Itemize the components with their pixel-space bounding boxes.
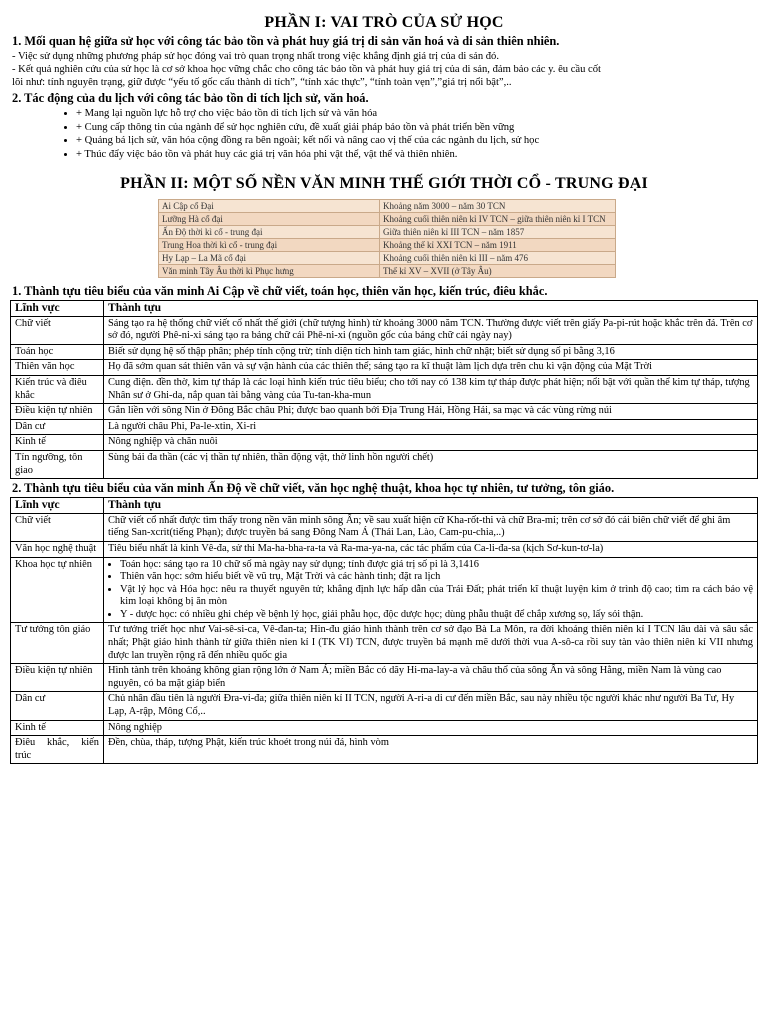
field-cell: Kinh tế: [11, 720, 104, 736]
achievement-cell: Sùng bái đa thần (các vị thần tự nhiên, thần động vật, thờ linh hồn người chết): [104, 450, 758, 478]
table-row: [159, 265, 616, 278]
table-row: [11, 344, 758, 360]
achievement-cell: Họ đã sớm quan sát thiên văn và sự vận hành của các thiên thể; sáng tạo ra kĩ thuật làm lịch dựa trên chu kì vận động của Mặt Trời: [104, 360, 758, 376]
list-item: • + Cung cấp thông tin của ngành để sử học nghiên cứu, đề xuất giải pháp bảo tồn và phát triển bền vững: [76, 121, 758, 135]
list-item: • + Quảng bá lịch sử, văn hóa cộng đồng ra bên ngoài; kết nối và nâng cao vị thế của các ngành du lịch, sử học: [76, 134, 758, 148]
civilization-period: Giữa thiên niên kỉ III TCN – năm 1857: [380, 226, 616, 239]
table-row: [11, 450, 758, 478]
field-cell: Tư tưởng tôn giáo: [11, 623, 104, 664]
part1-heading-2: 2. Tác động của du lịch với công tác bảo tồn di tích lịch sử, văn hoá.: [12, 91, 369, 105]
science-list: [108, 559, 753, 622]
table-header-row: [11, 301, 758, 317]
achievement-cell: Cung điện. đền thờ, kim tự tháp là các loại hình kiến trúc tiêu biểu; cho tới nay có 138 kim tự tháp được phát hiện; nổi bật với quần thể kim tự tháp, tượng Nhân sư ở Ghi-da, nắp quan tài bằng vàng của Tu-tan-kha-mun: [104, 375, 758, 403]
list-item: • Y - dược học: có nhiều ghi chép về bệnh lý học, giải phẫu học, độc dược học; dùng phẫu thuật để chắp xương sọ, lấy sỏi thận.: [120, 609, 753, 622]
egypt-heading: 1. Thành tựu tiêu biểu của văn minh Ai Cập về chữ viết, toán học, thiên văn học, kiến trúc, điêu khắc.: [12, 284, 548, 298]
column-header-field: Lĩnh vực: [11, 498, 104, 514]
civilization-period: Khoảng cuối thiên niên kỉ IV TCN – giữa thiên niên kỉ I TCN: [380, 213, 616, 226]
part1-line-3: lõi như: tính nguyên trạng, giữ được “yếu tố gốc cấu thành di tích”, “tính xác thực”, “tính toàn vẹn”,”giá trị nổi bật”,..: [12, 77, 512, 88]
field-cell: Kinh tế: [11, 435, 104, 451]
field-cell: Khoa học tự nhiên: [11, 557, 104, 623]
field-cell: Tín ngưỡng, tôn giao: [11, 450, 104, 478]
india-heading: 2. Thành tựu tiêu biểu của văn minh Ấn Độ về chữ viết, văn học nghệ thuật, khoa học tự nhiên, tư tưởng, tôn giáo.: [12, 481, 615, 496]
table-row: [11, 360, 758, 376]
achievement-cell: Đền, chùa, tháp, tượng Phật, kiến trúc khoét trong núi đá, hình vòm: [104, 736, 758, 764]
table-row: [11, 404, 758, 420]
part1-line-2: - Kết quả nghiên cứu của sử học là cơ sở khoa học vững chắc cho công tác bảo tồn và phát huy giá trị của di sản, đảm bảo các y. êu cầu cốt: [12, 64, 602, 75]
field-cell: Dân cư: [11, 692, 104, 720]
list-item: • Toán học: sáng tạo ra 10 chữ số mà ngày nay sử dụng; tính được giá trị số pi là 3,1416: [120, 559, 753, 572]
table-row: [11, 419, 758, 435]
table-row: [11, 513, 758, 541]
field-cell: Toán học: [11, 344, 104, 360]
table-row: [159, 239, 616, 252]
civilization-name: Ai Cập cổ Đại: [159, 200, 380, 213]
achievement-cell: Nông nghiệp: [104, 720, 758, 736]
civilization-name: Trung Hoa thời kì cổ - trung đại: [159, 239, 380, 252]
table-row: [11, 435, 758, 451]
achievement-cell: Tư tưởng triết học như Vai-sê-si-ca, Vê-đan-ta; Hin-đu giáo hình thành trên cơ sở đạo Bà La Môn, ra đời khoảng thiên niên kỉ I TCN lâu dài và sâu sắc nhất; Phật giáo hình thành từ giữa thiên nien kỉ I (TK VI) TCN, được truyền bá mạnh mẽ dưới thời vua A-sô-ca rồi suy tàn vào thiên niên kỉ VII nhưng được lan truyền rộng rã đến nhiều quốc gia: [104, 623, 758, 664]
part1-heading-1: 1. Mối quan hệ giữa sử học với công tác bảo tồn và phát huy giá trị di sản văn hoá và di sản thiên nhiên.: [12, 34, 560, 48]
achievement-cell: Chủ nhân đầu tiên là người Đra-vi-đa; giữa thiên niên kỉ II TCN, người A-ri-a di cư đến miền Bắc, sau này nhiều tộc người khác như người Ba Tư, Hy Lạp, A-rập, Mông Cổ,..: [104, 692, 758, 720]
civilization-timeline-table: [158, 199, 616, 278]
list-item: • Vật lý học và Hóa học: nêu ra thuyết nguyên tử; khẳng định lực hấp dẫn của Trái Đất; phát triển kĩ thuật luyện kim ở trình độ cao; tìm ra cách bảo vệ kim loại không bị ăn mòn: [120, 584, 753, 609]
list-item: • + Thúc đẩy việc bảo tồn và phát huy các giá trị văn hóa phi vật thể, vật thể và thiên nhiên.: [76, 148, 758, 162]
civilization-name: Ấn Độ thời kì cổ - trung đại: [159, 226, 380, 239]
achievement-cell: Sáng tạo ra hệ thống chữ viết cổ nhất thế giới (chữ tượng hình) từ khoảng 3000 năm TCN. Thường được viết trên giấy Pa-pi-rút hoặc khắc trên đá. Trên cơ sở đó, người Phê-ni-xi sáng tạo ra bảng chữ cái Phê-ni-xi (nguồn gốc của bảng chữ cái ngày nay): [104, 316, 758, 344]
achievement-cell: Hình tành trên khoảng không gian rộng lớn ở Nam Á; miền Bắc có dãy Hi-ma-lay-a và châu thổ của sông Ấn và sông Hằng, miền Nam là vùng cao nguyên, có ba mặt giáp biển: [104, 664, 758, 692]
civilization-period: Khoảng cuối thiên niên kỉ III – năm 476: [380, 252, 616, 265]
table-row: [159, 226, 616, 239]
egypt-achievements-table: [10, 300, 758, 479]
achievement-cell: Biết sử dụng hệ số thập phân; phép tính cộng trừ; tính diện tích hình tam giác, hình chữ nhật; biết sử dụng số pi bằng 3,16: [104, 344, 758, 360]
table-row: [11, 736, 758, 764]
list-item: • + Mang lại nguồn lực hỗ trợ cho việc bảo tồn di tích lịch sử và văn hóa: [76, 107, 758, 121]
table-row: [11, 557, 758, 623]
field-cell: Điều kiện tự nhiên: [11, 664, 104, 692]
field-cell: Thiên văn học: [11, 360, 104, 376]
part1-title: PHẦN I: VAI TRÒ CỦA SỬ HỌC: [264, 14, 504, 31]
part1-line-1: - Việc sử dụng những phương pháp sử học đóng vai trò quan trọng nhất trong việc khẳng định giá trị của di sản đó.: [12, 51, 500, 62]
table-row: [159, 252, 616, 265]
table-row: [11, 664, 758, 692]
field-cell: Chữ viết: [11, 513, 104, 541]
list-item: • Thiên văn học: sớm hiểu biết về vũ trụ, Mặt Trời và các hành tinh; đặt ra lịch: [120, 571, 753, 584]
civilization-period: Thế kỉ XV – XVII (ở Tây Âu): [380, 265, 616, 278]
table-row: [11, 375, 758, 403]
column-header-achievement: Thành tựu: [104, 301, 758, 317]
achievement-cell: Tiêu biểu nhất là kinh Vê-đa, sử thi Ma-ha-bha-ra-ta và Ra-ma-ya-na, các tác phẩm của Ca-li-đa-sa (kịch Sơ-kun-tơ-la): [104, 541, 758, 557]
field-cell: Dân cư: [11, 419, 104, 435]
field-cell: Chữ viết: [11, 316, 104, 344]
field-cell: Kiến trúc và điêu khắc: [11, 375, 104, 403]
table-row: [159, 200, 616, 213]
achievement-cell: Gắn liền với sông Nin ở Đông Bắc châu Phi; được bao quanh bởi Địa Trung Hải, Hồng Hải, sa mạc và các vùng rừng núi: [104, 404, 758, 420]
table-row: [11, 541, 758, 557]
civilization-name: Lưỡng Hà cổ đại: [159, 213, 380, 226]
achievement-cell: Nông nghiệp và chăn nuôi: [104, 435, 758, 451]
field-cell: Văn học nghệ thuật: [11, 541, 104, 557]
civilization-name: Hy Lạp – La Mã cổ đại: [159, 252, 380, 265]
civilization-period: Khoảng thế kỉ XXI TCN – năm 1911: [380, 239, 616, 252]
field-cell: Điều kiện tự nhiên: [11, 404, 104, 420]
part2-title: PHẦN II: MỘT SỐ NỀN VĂN MINH THẾ GIỚI THỜI CỔ - TRUNG ĐẠI: [120, 175, 648, 192]
india-achievements-table: [10, 497, 758, 764]
table-row: [11, 623, 758, 664]
achievement-cell: Là người châu Phi, Pa-le-xtin, Xi-ri: [104, 419, 758, 435]
achievement-cell: Chữ viết cổ nhất được tìm thấy trong nền văn minh sông Ấn; về sau xuất hiện cữ Kha-rốt-thi và chữ Bra-mi; trên cơ sở đó cải biên chữ viết để ghi âm tiếng San-xcrit(tiếng Phạn); được truyền bá sang Đông Nam Á (Thái Lan, Lào, Cam-pu-chia,..): [104, 513, 758, 541]
civilization-period: Khoảng năm 3000 – năm 30 TCN: [380, 200, 616, 213]
table-row: [11, 692, 758, 720]
civilization-name: Văn minh Tây Âu thời kì Phục hưng: [159, 265, 380, 278]
table-header-row: [11, 498, 758, 514]
column-header-achievement: Thành tựu: [104, 498, 758, 514]
table-row: [11, 720, 758, 736]
achievement-cell: [104, 557, 758, 623]
table-row: [11, 316, 758, 344]
column-header-field: Lĩnh vực: [11, 301, 104, 317]
field-cell: Điêu khắc, kiến trúc: [11, 736, 104, 764]
table-row: [159, 213, 616, 226]
tourism-bullet-list: [10, 107, 758, 161]
